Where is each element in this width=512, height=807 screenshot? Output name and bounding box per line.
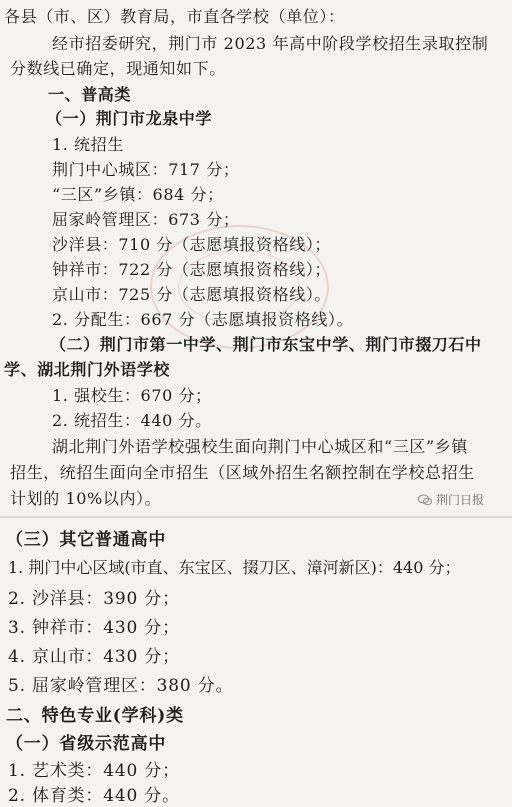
list-item: 4. 京山市：430 分； — [8, 647, 180, 667]
list-item: 5. 屈家岭管理区：380 分。 — [8, 676, 234, 696]
list-item: 京山市：725 分（志愿填报资格线）。 — [52, 285, 332, 304]
note-line-3: 计划的 10%以内）。 — [10, 489, 162, 508]
list-item: 1. 艺术类：440 分； — [8, 761, 180, 781]
list-item: 2. 分配生：667 分（志愿填报资格线）。 — [52, 310, 354, 329]
note-line-1: 湖北荆门外语学校强校生面向荆门中心城区和“三区”乡镇 — [52, 437, 468, 456]
subheading-provincial: （一）省级示范高中 — [6, 734, 167, 754]
subheading-first-schools: （二）荆门市第一中学、荆门市东宝中学、荆门市掇刀石中 — [50, 335, 482, 354]
list-item: 1. 强校生：670 分； — [52, 386, 212, 405]
page-break-divider — [0, 516, 512, 518]
source-watermark — [418, 491, 484, 508]
list-item: 沙洋县：710 分（志愿填报资格线）； — [52, 235, 332, 254]
subheading-longquan: （一）荆门市龙泉中学 — [46, 109, 213, 128]
list-item: 钟祥市：722 分（志愿填报资格线）； — [52, 260, 332, 279]
intro-line-2: 分数线已确定，现通知如下。 — [10, 59, 226, 78]
list-item: 3. 钟祥市：430 分； — [8, 618, 180, 638]
list-item: 2. 沙洋县：390 分； — [8, 589, 180, 609]
list-item: 2. 体育类：440 分。 — [8, 786, 180, 806]
addressee-line: 各县（市、区）教育局，市直各学校（单位）： — [4, 7, 345, 26]
list-item: 屈家岭管理区：673 分； — [52, 210, 240, 229]
list-item: 1. 荆门中心区域(市直、东宝区、掇刀区、漳河新区)：440 分； — [8, 558, 461, 577]
list-item: 1. 统招生 — [52, 135, 124, 154]
intro-line-1: 经市招委研究，荆门市 2023 年高中阶段学校招生录取控制 — [52, 34, 489, 53]
section-heading-general: 一、普高类 — [48, 85, 132, 104]
list-item: 荆门中心城区：717 分； — [52, 160, 240, 179]
subheading-other-schools: （三）其它普通高中 — [6, 530, 167, 550]
section-heading-specialty: 二、特色专业(学科)类 — [6, 706, 184, 726]
subheading-first-schools-cont: 学、湖北荆门外语学校 — [4, 360, 171, 379]
list-item: “三区”乡镇：684 分； — [52, 185, 224, 204]
watermark-text: 荆门日报 — [436, 493, 485, 507]
wechat-icon — [418, 494, 432, 506]
note-line-2: 招生，统招生面向全市招生（区域外招生名额控制在学校总招生 — [10, 463, 475, 482]
list-item: 2. 统招生：440 分。 — [52, 411, 212, 430]
